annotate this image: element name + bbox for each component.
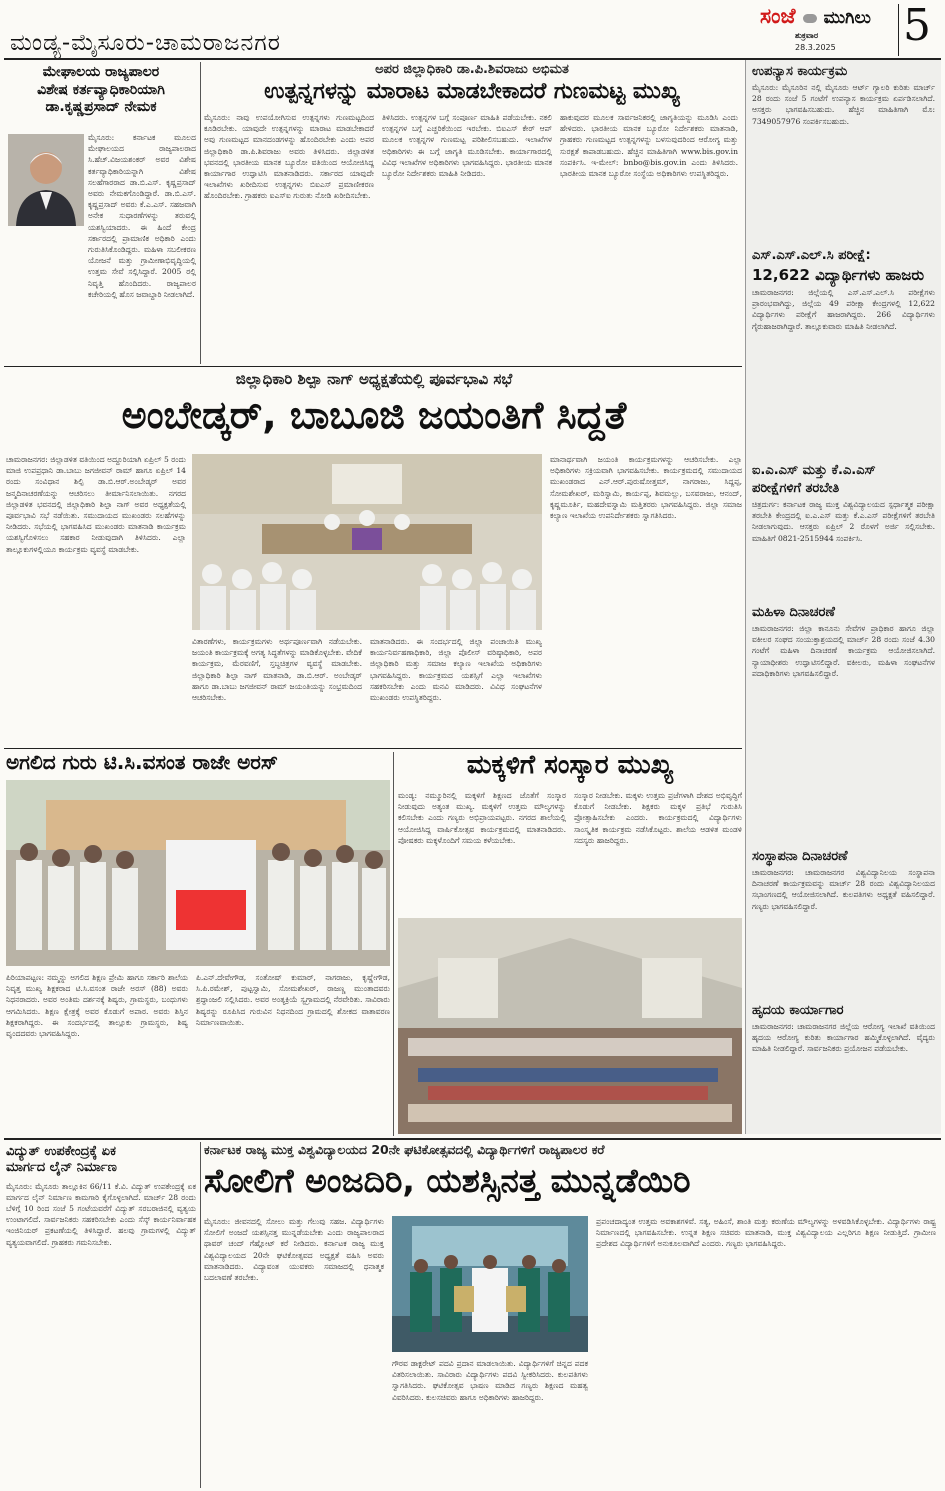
mahila-body: ಚಾಮರಾಜನಗರ: ಜಿಲ್ಲಾ ಕಾನೂನು ಸೇವೆಗಳ ಪ್ರಾಧಿಕಾರ ಹಾಗೂ ಜಿಲ್ಲಾ ವಕೀಲರ ಸಂಘದ ಸಂಯುಕ್ತಾಶ್ರಯದಲ್ಲಿ ಮಾರ್ಚ್ 28 ರಂದು ಸಂಜೆ 4.30 ಗಂಟೆಗೆ ಮಹಿಳಾ ದಿನಾಚರಣೆ ಕಾರ್ಯಕ್ರಮ ಆಯೋಜಿಸಲಾಗಿದೆ. ನ್ಯಾಯಾಧೀಶರು ಉದ್ಘಾಟಿಸಲಿದ್ದಾರೆ. ವಕೀಲರು, ಮಹಿಳಾ ಸಂಘಟನೆಗಳ ಪದಾಧಿಕಾರಿಗಳು ಭಾಗವಹಿಸಲಿದ್ದಾರೆ. bbox=[752, 624, 935, 678]
sslc-heading-1: ಎಸ್.ಎಸ್.ಎಲ್.ಸಿ ಪರೀಕ್ಷೆ: bbox=[752, 248, 871, 263]
samsthapana-body: ಚಾಮರಾಜನಗರ: ಚಾಮರಾಜನಗರ ವಿಶ್ವವಿದ್ಯಾನಿಲಯ ಸಂಸ್ಥಾಪನಾ ದಿನಾಚರಣೆ ಕಾರ್ಯಕ್ರಮವನ್ನು ಮಾರ್ಚ್ 28 ರಂದು ವಿಶ್ವವಿದ್ಯಾನಿಲಯದ ಸಭಾಂಗಣದಲ್ಲಿ ಆಯೋಜಿಸಲಾಗಿದೆ. ಕುಲಪತಿಗಳು ಅಧ್ಯಕ್ಷತೆ ವಹಿಸಲಿದ್ದಾರೆ. ಗಣ್ಯರು ಭಾಗವಹಿಸಲಿದ್ದಾರೆ. bbox=[752, 868, 935, 911]
convocation-col-1: ಮೈಸೂರು: ಜೀವನದಲ್ಲಿ ಸೋಲು ಮತ್ತು ಗೆಲುವು ಸಹಜ. ವಿದ್ಯಾರ್ಥಿಗಳು ಸೋಲಿಗೆ ಅಂಜದೆ ಯಶಸ್ಸಿನತ್ತ ಮುನ್ನಡೆಯಬೇಕು ಎಂದು ರಾಜ್ಯಪಾಲರಾದ ಥಾವರ್ ಚಂದ್ ಗೆಹ್ಲೋಟ್ ಕರೆ ನೀಡಿದರು. ಕರ್ನಾಟಕ ರಾಜ್ಯ ಮುಕ್ತ ವಿಶ್ವವಿದ್ಯಾಲಯದ 20ನೇ ಘಟಿಕೋತ್ಸವದ ಅಧ್ಯಕ್ಷತೆ ವಹಿಸಿ ಅವರು ಮಾತನಾಡಿದರು. ವಿದ್ಯಾವಂತ ಯುವಕರು ಸಮಾಜದಲ್ಲಿ ಧನಾತ್ಮಕ ಬದಲಾವಣೆ ತರಬೇಕು. bbox=[204, 1217, 384, 1283]
brand-logo bbox=[760, 4, 900, 30]
samskara-col-1: ಮಂಡ್ಯ: ನಮ್ಮೂರಿನಲ್ಲಿ ಮಕ್ಕಳಿಗೆ ಶಿಕ್ಷಣದ ಜೊತೆಗೆ ಸಂಸ್ಕಾರ ನೀಡುವುದು ಅತ್ಯಂತ ಮುಖ್ಯ. ಮಕ್ಕಳಿಗೆ ಉತ್ತಮ ಮೌಲ್ಯಗಳನ್ನು ಕಲಿಸಬೇಕು ಎಂದು ಗಣ್ಯರು ಅಭಿಪ್ರಾಯಪಟ್ಟರು. ನಗರದ ಶಾಲೆಯಲ್ಲಿ ಆಯೋಜಿಸಿದ್ದ ವಾರ್ಷಿಕೋತ್ಸವ ಕಾರ್ಯಕ್ರಮದಲ್ಲಿ ಮಾತನಾಡಿದರು. ಪೋಷಕರು ಮಕ್ಕಳೊಂದಿಗೆ ಸಮಯ ಕಳೆಯಬೇಕು. bbox=[398, 791, 566, 845]
convocation-col-4: ಪ್ರಪಂಚದಾದ್ಯಂತ ಉತ್ತಮ ಅವಕಾಶಗಳಿವೆ. ಸತ್ಯ, ಅಹಿಂಸೆ, ಶಾಂತಿ ಮತ್ತು ಕರುಣೆಯ ಮೌಲ್ಯಗಳನ್ನು ಅಳವಡಿಸಿಕೊಳ್ಳಬೇಕು. ವಿದ್ಯಾರ್ಥಿಗಳು ರಾಷ್ಟ್ರ ನಿರ್ಮಾಣದಲ್ಲಿ ಭಾಗವಹಿಸಬೇಕು. ಉನ್ನತ ಶಿಕ್ಷಣ ಸಚಿವರು ಮಾತನಾಡಿ, ಮುಕ್ತ ವಿಶ್ವವಿದ್ಯಾಲಯ ಎಲ್ಲರಿಗೂ ಶಿಕ್ಷಣ ನೀಡುತ್ತಿದೆ. ಗ್ರಾಮೀಣ ಪ್ರದೇಶದ ವಿದ್ಯಾರ್ಥಿಗಳಿಗೆ ಅನುಕೂಲವಾಗಿದೆ ಎಂದರು. ಗಣ್ಯರು ಭಾಗವಹಿಸಿದ್ದರು. bbox=[596, 1217, 936, 1249]
power-headline-2: ಮಾರ್ಗದ ಲೈನ್ ನಿರ್ಮಾಣ bbox=[6, 1160, 117, 1176]
ias-heading-1: ಐ.ಎ.ಎಸ್ ಮತ್ತು ಕೆ.ಎ.ಎಸ್ bbox=[752, 463, 876, 478]
ias-body: ಚಿತ್ರದುರ್ಗ: ಕರ್ನಾಟಕ ರಾಜ್ಯ ಮುಕ್ತ ವಿಶ್ವವಿದ್ಯಾಲಯದ ಸ್ಪರ್ಧಾತ್ಮಕ ಪರೀಕ್ಷಾ ತರಬೇತಿ ಕೇಂದ್ರದಲ್ಲಿ ಐ.ಎ.ಎಸ್ ಮತ್ತು ಕೆ.ಎ.ಎಸ್ ಪರೀಕ್ಷೆಗಳಿಗೆ ತರಬೇತಿ ನೀಡಲಾಗುವುದು. ಆಸಕ್ತರು ಏಪ್ರಿಲ್ 2 ರೊಳಗೆ ಅರ್ಜಿ ಸಲ್ಲಿಸಬೇಕು. ಮಾಹಿತಿಗೆ 0821-2515944 ಸಂಪರ್ಕಿಸಿ. bbox=[752, 500, 935, 543]
mahila-heading: ಮಹಿಳಾ ದಿನಾಚರಣೆ bbox=[752, 605, 835, 620]
sidebar-briefs bbox=[745, 60, 941, 1134]
convocation-col-3: ಗೌರವ ಡಾಕ್ಟರೇಟ್ ಪದವಿ ಪ್ರದಾನ ಮಾಡಲಾಯಿತು. ವಿದ್ಯಾರ್ಥಿಗಳಿಗೆ ಚಿನ್ನದ ಪದಕ ವಿತರಿಸಲಾಯಿತು. ಸಾವಿರಾರು ವಿದ್ಯಾರ್ಥಿಗಳು ಪದವಿ ಸ್ವೀಕರಿಸಿದರು. ಕುಲಪತಿಗಳು ಸ್ವಾಗತಿಸಿದರು. ಘಟಿಕೋತ್ಸವ ಭಾಷಣ ಮಾಡಿದ ಗಣ್ಯರು ಶಿಕ್ಷಣದ ಮಹತ್ವ ವಿವರಿಸಿದರು. ಕುಲಸಚಿವರು ಹಾಗೂ ಅಧಿಕಾರಿಗಳು ಹಾಜರಿದ್ದರು. bbox=[392, 1359, 588, 1402]
brand-name-left: ಸಂಜೆ bbox=[760, 4, 796, 28]
issue-day: ಶುಕ್ರವಾರ bbox=[795, 31, 819, 40]
issue-date: 28.3.2025 bbox=[795, 43, 836, 52]
sslc-body: ಚಾಮರಾಜನಗರ: ಜಿಲ್ಲೆಯಲ್ಲಿ ಎಸ್.ಎಸ್.ಎಲ್.ಸಿ ಪರೀಕ್ಷೆಗಳು ಪ್ರಾರಂಭವಾಗಿದ್ದು, ಜಿಲ್ಲೆಯ 49 ಪರೀಕ್ಷಾ ಕೇಂದ್ರಗಳಲ್ಲಿ 12,622 ವಿದ್ಯಾರ್ಥಿಗಳು ಪರೀಕ್ಷೆಗೆ ಹಾಜರಾಗಿದ್ದರು. 266 ವಿದ್ಯಾರ್ಥಿಗಳು ಗೈರುಹಾಜರಾಗಿದ್ದಾರೆ. ತಾಲ್ಲೂಕುವಾರು ಮಾಹಿತಿ ನೀಡಲಾಗಿದೆ. bbox=[752, 288, 935, 331]
quality-col-1: ಮೈಸೂರು: ನಾವು ಉಪಯೋಗಿಸುವ ಉತ್ಪನ್ನಗಳು ಗುಣಮಟ್ಟದಿಂದ ಕೂಡಿರಬೇಕು. ಯಾವುದೇ ಉತ್ಪನ್ನಗಳನ್ನು ಮಾರಾಟ ಮಾಡಬೇಕಾದರೆ ಅವು ಗುಣಮಟ್ಟದ ಮಾನದಂಡಗಳನ್ನು ಹೊಂದಿರಬೇಕು ಎಂದು ಅಪರ ಜಿಲ್ಲಾಧಿಕಾರಿ ಡಾ.ಪಿ.ಶಿವರಾಜು ಅವರು ತಿಳಿಸಿದರು. ಜಿಲ್ಲಾಡಳಿತ ಭವನದಲ್ಲಿ ಭಾರತೀಯ ಮಾನಕ ಬ್ಯೂರೋ ವತಿಯಿಂದ ಆಯೋಜಿಸಿದ್ದ ಕಾರ್ಯಾಗಾರ ಉದ್ಘಾಟಿಸಿ ಮಾತನಾಡಿದರು. ಸರ್ಕಾರದ ಯಾವುದೇ ಇಲಾಖೆಗಳು ಖರೀದಿಸುವ ಉತ್ಪನ್ನಗಳು ಬಿಐಎಸ್ ಪ್ರಮಾಣೀಕರಣ ಹೊಂದಿರಬೇಕು. ಗ್ರಾಹಕರು ಐಎಸ್ಐ ಗುರುತು ನೋಡಿ ಖರೀದಿಸಬೇಕು. bbox=[204, 113, 374, 201]
samskara-group-photo bbox=[398, 918, 742, 1134]
ambedkar-meeting-photo bbox=[192, 454, 542, 630]
upanyasa-heading: ಉಪನ್ಯಾಸ ಕಾರ್ಯಕ್ರಮ bbox=[752, 64, 848, 79]
story-convocation bbox=[204, 1142, 940, 1488]
story-quality bbox=[204, 62, 740, 364]
ambedkar-col-4: ಮಾನಾರ್ಥವಾಗಿ ಜಯಂತಿ ಕಾರ್ಯಕ್ರಮಗಳನ್ನು ಆಚರಿಸಬೇಕು. ಎಲ್ಲಾ ಅಧಿಕಾರಿಗಳು ಸಕ್ರಿಯವಾಗಿ ಭಾಗವಹಿಸಬೇಕು. ಕಾರ್ಯಕ್ರಮದಲ್ಲಿ ಸಮುದಾಯದ ಮುಖಂಡರಾದ ಎನ್.ಆರ್.ಪುರುಷೋತ್ತಮ್, ನಾಗರಾಜು, ಸಿದ್ದಪ್ಪ, ಸೋಮಶೇಖರ್, ಮರಿಸ್ವಾಮಿ, ಕಾರ್ಯಪ್ಪ, ಶಿವಮಲ್ಲು, ಬಸವರಾಜು, ಆನಂದ್, ಕೃಷ್ಣಮೂರ್ತಿ, ಮಹದೇವಸ್ವಾಮಿ ಮತ್ತಿತರರು ಭಾಗವಹಿಸಿದ್ದರು. ಜಿಲ್ಲಾ ಸಮಾಜ ಕಲ್ಯಾಣ ಇಲಾಖೆಯ ಉಪನಿರ್ದೇಶಕರು ಸ್ವಾಗತಿಸಿದರು. bbox=[550, 455, 742, 521]
samsthapana-heading: ಸಂಸ್ಥಾಪನಾ ದಿನಾಚರಣೆ bbox=[752, 849, 848, 864]
samskara-headline: ಮಕ್ಕಳಿಗೆ ಸಂಸ್ಕಾರ ಮುಖ್ಯ bbox=[466, 750, 674, 780]
ambedkar-col-2: ವಿತಾರಣೆಗಳು, ಕಾರ್ಯಕ್ರಮಗಳು ಅರ್ಥಪೂರ್ಣವಾಗಿ ನಡೆಯಬೇಕು. ಜಯಂತಿ ಕಾರ್ಯಕ್ರಮಕ್ಕೆ ಅಗತ್ಯ ಸಿದ್ಧತೆಗಳನ್ನು ಮಾಡಿಕೊಳ್ಳಬೇಕು. ವೇದಿಕೆ ಕಾರ್ಯಕ್ರಮ, ಮೆರವಣಿಗೆ, ಸ್ತಬ್ಧಚಿತ್ರಗಳ ವ್ಯವಸ್ಥೆ ಮಾಡಬೇಕು. ಜಿಲ್ಲಾಧಿಕಾರಿ ಶಿಲ್ಪಾ ನಾಗ್ ಮಾತನಾಡಿ, ಡಾ.ಬಿ.ಆರ್. ಅಂಬೇಡ್ಕರ್ ಹಾಗೂ ಡಾ.ಬಾಬು ಜಗಜೀವನ್ ರಾಮ್ ಜಯಂತಿಯನ್ನು ಸಂಭ್ರಮದಿಂದ ಆಚರಿಸಬೇಕು. bbox=[192, 637, 362, 703]
page-number: 5 bbox=[903, 0, 931, 51]
quality-col-3: ಹಾಕುವುದರ ಮೂಲಕ ಸಾರ್ವಜನಿಕರಲ್ಲಿ ಜಾಗೃತಿಯನ್ನು ಮೂಡಿಸಿ ಎಂದು ಹೇಳಿದರು. ಭಾರತೀಯ ಮಾನಕ ಬ್ಯೂರೋ ನಿರ್ದೇಶಕರು ಮಾತನಾಡಿ, ಗ್ರಾಹಕರು ಗುಣಮಟ್ಟದ ಉತ್ಪನ್ನಗಳನ್ನು ಬಳಸುವುದರಿಂದ ಆರೋಗ್ಯ ಮತ್ತು ಸುರಕ್ಷತೆ ಕಾಪಾಡಬಹುದು. ಹೆಚ್ಚಿನ ಮಾಹಿತಿಗಾಗಿ www.bis.gov.in ಸಂಪರ್ಕಿಸಿ. ಇ-ಮೇಲ್: bnbo@bis.gov.in ಎಂದು ತಿಳಿಸಿದರು. ಭಾರತೀಯ ಮಾನಕ ಬ್ಯೂರೋ ಸಂಸ್ಥೆಯ ಅಧಿಕಾರಿಗಳು ಉಪಸ್ಥಿತರಿದ್ದರು. bbox=[560, 113, 738, 179]
power-headline-1: ವಿದ್ಯುತ್ ಉಪಕೇಂದ್ರಕ್ಕೆ ಏಕ bbox=[6, 1144, 116, 1159]
section-title: ಮಂಡ್ಯ-ಮೈಸೂರು-ಚಾಮರಾಜನಗರ bbox=[10, 30, 281, 56]
meghalaya-headline-1: ಮೇಘಾಲಯ ರಾಜ್ಯಪಾಲರ bbox=[42, 64, 160, 80]
brand-name-right: ಮುಗಿಲು bbox=[823, 8, 871, 28]
ambedkar-col-1: ಚಾಮರಾಜನಗರ: ಜಿಲ್ಲಾಡಳಿತ ವತಿಯಿಂದ ಅದ್ದೂರಿಯಾಗಿ ಏಪ್ರಿಲ್ 5 ರಂದು ಮಾಜಿ ಉಪಪ್ರಧಾನಿ ಡಾ.ಬಾಬು ಜಗಜೀವನ್ ರಾಮ್ ಹಾಗೂ ಏಪ್ರಿಲ್ 14 ರಂದು ಸಂವಿಧಾನ ಶಿಲ್ಪಿ ಡಾ.ಬಿ.ಆರ್.ಅಂಬೇಡ್ಕರ್ ಅವರ ಜನ್ಮದಿನಾಚರಣೆಯನ್ನು ಆಚರಿಸಲು ತೀರ್ಮಾನಿಸಲಾಯಿತು. ನಗರದ ಜಿಲ್ಲಾಡಳಿತ ಭವನದಲ್ಲಿ ಜಿಲ್ಲಾಧಿಕಾರಿ ಶಿಲ್ಪಾ ನಾಗ್ ಅವರ ಅಧ್ಯಕ್ಷತೆಯಲ್ಲಿ ಪೂರ್ವಭಾವಿ ಸಭೆ ನಡೆಯಿತು. ಸಮುದಾಯದ ಮುಖಂಡರು ಸಲಹೆಗಳನ್ನು ನೀಡಿದರು. ಸಭೆಯಲ್ಲಿ ಭಾಗವಹಿಸಿದ ಮುಖಂಡರು ಮಾತನಾಡಿ ಕಾರ್ಯಕ್ರಮ ಯಶಸ್ವಿಗೊಳಿಸಲು ಸಹಕಾರ ನೀಡುವುದಾಗಿ ತಿಳಿಸಿದರು. ಎಲ್ಲಾ ತಾಲ್ಲೂಕುಗಳಲ್ಲಿಯೂ ಕಾರ್ಯಕ್ರಮ ವ್ಯವಸ್ಥೆ ಮಾಡಬೇಕು. bbox=[6, 455, 186, 554]
guru-headline: ಅಗಲಿದ ಗುರು ಟಿ.ಸಿ.ವಸಂತ ರಾಜೇ ಅರಸ್ bbox=[6, 750, 278, 774]
ias-heading-2: ಪರೀಕ್ಷೆಗಳಿಗೆ ತರಬೇತಿ bbox=[752, 481, 840, 496]
guru-col-1: ಪಿರಿಯಾಪಟ್ಟಣ: ನಮ್ಮನ್ನು ಅಗಲಿದ ಶಿಕ್ಷಣ ಪ್ರೇಮಿ ಹಾಗೂ ಸರ್ಕಾರಿ ಶಾಲೆಯ ನಿವೃತ್ತ ಮುಖ್ಯ ಶಿಕ್ಷಕರಾದ ಟಿ.ಸಿ.ವಸಂತ ರಾಜೇ ಅರಸ್ (88) ಅವರು ನಿಧನರಾದರು. ಅವರ ಅಂತಿಮ ದರ್ಶನಕ್ಕೆ ಶಿಷ್ಯರು, ಗ್ರಾಮಸ್ಥರು, ಬಂಧುಗಳು ಆಗಮಿಸಿದರು. ಶಿಕ್ಷಣ ಕ್ಷೇತ್ರಕ್ಕೆ ಅವರ ಕೊಡುಗೆ ಅಪಾರ. ಅವರು ಶಿಸ್ತಿನ ಶಿಕ್ಷಕರಾಗಿದ್ದರು. ಈ ಸಂದರ್ಭದಲ್ಲಿ ತಾಲ್ಲೂಕು ಗ್ರಾಮಸ್ಥರು, ಶಿಷ್ಯ ವೃಂದದವರು ಭಾಗವಹಿಸಿದ್ದರು. bbox=[6, 973, 188, 1039]
story-samskara bbox=[398, 752, 742, 1136]
samskara-col-2: ಸಂಸ್ಕಾರ ನೀಡಬೇಕು. ಮಕ್ಕಳು ಉತ್ತಮ ಪ್ರಜೆಗಳಾಗಿ ದೇಶದ ಅಭಿವೃದ್ಧಿಗೆ ಕೊಡುಗೆ ನೀಡಬೇಕು. ಶಿಕ್ಷಕರು ಮಕ್ಕಳ ಪ್ರತಿಭೆ ಗುರುತಿಸಿ ಪ್ರೋತ್ಸಾಹಿಸಬೇಕು ಎಂದರು. ಕಾರ್ಯಕ್ರಮದಲ್ಲಿ ವಿದ್ಯಾರ್ಥಿಗಳು ಸಾಂಸ್ಕೃತಿಕ ಕಾರ್ಯಕ್ರಮ ನಡೆಸಿಕೊಟ್ಟರು. ಶಾಲೆಯ ಆಡಳಿತ ಮಂಡಳಿ ಸದಸ್ಯರು ಹಾಜರಿದ್ದರು. bbox=[574, 791, 742, 845]
meghalaya-headline-2: ವಿಶೇಷ ಕರ್ತವ್ಯಾಧಿಕಾರಿಯಾಗಿ bbox=[37, 81, 165, 98]
convocation-headline: ಸೋಲಿಗೆ ಅಂಜದಿರಿ, ಯಶಸ್ಸಿನತ್ತ ಮುನ್ನಡೆಯಿರಿ bbox=[204, 1161, 691, 1200]
hrudaya-heading: ಹೃದಯ ಕಾರ್ಯಾಗಾರ bbox=[752, 1003, 844, 1018]
story-guru bbox=[6, 752, 390, 1136]
sslc-heading-2: 12,622 ವಿದ್ಯಾರ್ಥಿಗಳು ಹಾಜರು bbox=[752, 266, 925, 284]
convocation-stage-photo bbox=[392, 1216, 588, 1352]
meghalaya-body: ಮೈಸೂರು: ಕರ್ನಾಟಕ ಮೂಲದ ಮೇಘಾಲಯದ ರಾಜ್ಯಪಾಲರಾದ ಸಿ.ಹೆಚ್.ವಿಜಯಶಂಕರ್ ಅವರ ವಿಶೇಷ ಕರ್ತವ್ಯಾಧಿಕಾರಿಯನ್ನಾಗಿ ವಿಶೇಷ ಸಲಹೆಗಾರರಾದ ಡಾ.ಬಿ.ಎಸ್. ಕೃಷ್ಣಪ್ರಸಾದ್ ಅವರು ನೇಮಕಗೊಂಡಿದ್ದಾರೆ. ಡಾ.ಬಿ.ಎಸ್. ಕೃಷ್ಣಪ್ರಸಾದ್ ಅವರು ಕೆ.ಎ.ಎಸ್. ಸಹಜವಾಗಿ ಅನೇಕ ಸುಧಾರಣೆಗಳನ್ನು ತರುವಲ್ಲಿ ಯಶಸ್ವಿಯಾದರು. ಈ ಹಿಂದೆ ಕೇಂದ್ರ ಸರ್ಕಾರದಲ್ಲಿ ಪ್ರಾಮಾಣಿಕ ಅಧಿಕಾರಿ ಎಂದು ಗುರುತಿಸಿಕೊಂಡಿದ್ದರು. ಮಹಿಳಾ ಸಬಲೀಕರಣ ಯೋಜನೆ ಮತ್ತು ಗ್ರಾಮೀಣಾಭಿವೃದ್ಧಿಯಲ್ಲಿ ಉತ್ತಮ ಸೇವೆ ಸಲ್ಲಿಸಿದ್ದಾರೆ. 2005 ರಲ್ಲಿ ನಿವೃತ್ತಿ ಹೊಂದಿದರು. ರಾಜ್ಯಪಾಲರ ಕಚೇರಿಯಲ್ಲಿ ಹೊಸ ಜವಾಬ್ದಾರಿ ನೀಡಲಾಗಿದೆ. bbox=[88, 133, 196, 299]
story-power bbox=[6, 1144, 196, 1488]
quality-col-2: ತಿಳಿಸಿದರು. ಉತ್ಪನ್ನಗಳ ಬಗ್ಗೆ ಸಂಪೂರ್ಣ ಮಾಹಿತಿ ಪಡೆಯಬೇಕು. ನಕಲಿ ಉತ್ಪನ್ನಗಳ ಬಗ್ಗೆ ಎಚ್ಚರಿಕೆಯಿಂದ ಇರಬೇಕು. ಬಿಐಎಸ್ ಕೇರ್ ಆಪ್ ಮೂಲಕ ಉತ್ಪನ್ನಗಳ ಗುಣಮಟ್ಟ ಪರಿಶೀಲಿಸಬಹುದು. ಇಲಾಖೆಗಳ ಅಧಿಕಾರಿಗಳು ಈ ಬಗ್ಗೆ ಜಾಗೃತಿ ಮೂಡಿಸಬೇಕು. ಕಾರ್ಯಾಗಾರದಲ್ಲಿ ವಿವಿಧ ಇಲಾಖೆಗಳ ಅಧಿಕಾರಿಗಳು ಭಾಗವಹಿಸಿದ್ದರು. ಭಾರತೀಯ ಮಾನಕ ಬ್ಯೂರೋ ನಿರ್ದೇಶಕರು ಮಾಹಿತಿ ನೀಡಿದರು. bbox=[382, 113, 552, 179]
masthead bbox=[0, 0, 945, 58]
ambedkar-kicker: ಜಿಲ್ಲಾಧಿಕಾರಿ ಶಿಲ್ಪಾ ನಾಗ್ ಅಧ್ಯಕ್ಷತೆಯಲ್ಲಿ ಪೂರ್ವಭಾವಿ ಸಭೆ bbox=[235, 370, 513, 388]
ambedkar-col-3: ಮಾತನಾಡಿದರು. ಈ ಸಂದರ್ಭದಲ್ಲಿ ಜಿಲ್ಲಾ ಪಂಚಾಯಿತಿ ಮುಖ್ಯ ಕಾರ್ಯನಿರ್ವಹಣಾಧಿಕಾರಿ, ಜಿಲ್ಲಾ ಪೊಲೀಸ್ ವರಿಷ್ಠಾಧಿಕಾರಿ, ಅಪರ ಜಿಲ್ಲಾಧಿಕಾರಿ ಮತ್ತು ಸಮಾಜ ಕಲ್ಯಾಣ ಇಲಾಖೆಯ ಅಧಿಕಾರಿಗಳು ಭಾಗವಹಿಸಿದ್ದರು. ಕಾರ್ಯಕ್ರಮದ ಯಶಸ್ಸಿಗೆ ಎಲ್ಲಾ ಇಲಾಖೆಗಳು ಸಹಕರಿಸಬೇಕು ಎಂದು ಮನವಿ ಮಾಡಿದರು. ವಿವಿಧ ಸಂಘಟನೆಗಳ ಮುಖಂಡರು ಉಪಸ್ಥಿತರಿದ್ದರು. bbox=[370, 637, 542, 703]
upanyasa-body: ಮೈಸೂರು: ಮೈಸೂರಿನ ನಲ್ಲಿ ಮೈಸೂರು ಆರ್ಟ್ ಗ್ಯಾಲರಿ ಕುರಿತು ಮಾರ್ಚ್ 28 ರಂದು ಸಂಜೆ 5 ಗಂಟೆಗೆ ಉಪನ್ಯಾಸ ಕಾರ್ಯಕ್ರಮ ಏರ್ಪಡಿಸಲಾಗಿದೆ. ಆಸಕ್ತರು ಭಾಗವಹಿಸಬಹುದು. ಹೆಚ್ಚಿನ ಮಾಹಿತಿಗಾಗಿ ಮೊ: 7349057976 ಸಂಪರ್ಕಿಸಬಹುದು. bbox=[752, 83, 935, 126]
cloud-icon bbox=[803, 14, 817, 23]
story-meghalaya bbox=[6, 64, 196, 364]
power-body: ಮೈಸೂರು: ಮೈಸೂರು ತಾಲ್ಲೂಕಿನ 66/11 ಕೆ.ವಿ. ವಿದ್ಯುತ್ ಉಪಕೇಂದ್ರಕ್ಕೆ ಏಕ ಮಾರ್ಗದ ಲೈನ್ ನಿರ್ಮಾಣ ಕಾಮಗಾರಿ ಕೈಗೊಳ್ಳಲಾಗಿದೆ. ಮಾರ್ಚ್ 28 ರಂದು ಬೆಳಿಗ್ಗೆ 10 ರಿಂದ ಸಂಜೆ 5 ಗಂಟೆಯವರೆಗೆ ವಿದ್ಯುತ್ ಸರಬರಾಜಿನಲ್ಲಿ ವ್ಯತ್ಯಯ ಉಂಟಾಗಲಿದೆ. ಸಾರ್ವಜನಿಕರು ಸಹಕರಿಸಬೇಕು ಎಂದು ಸೆಸ್ಕ್ ಕಾರ್ಯನಿರ್ವಾಹಕ ಇಂಜಿನಿಯರ್ ಪ್ರಕಟಣೆಯಲ್ಲಿ ತಿಳಿಸಿದ್ದಾರೆ. ಹಲವು ಗ್ರಾಮಗಳಲ್ಲಿ ವಿದ್ಯುತ್ ವ್ಯತ್ಯಯವಾಗಲಿದೆ. ಗ್ರಾಹಕರು ಗಮನಿಸಬೇಕು. bbox=[6, 1181, 196, 1247]
quality-headline: ಉತ್ಪನ್ನಗಳನ್ನು ಮಾರಾಟ ಮಾಡಬೇಕಾದರೆ ಗುಣಮಟ್ಟ ಮುಖ್ಯ bbox=[264, 79, 680, 104]
guru-col-2: ಪಿ.ಎನ್.ದೇವೇಗೌಡ, ಸಂತೋಷ್ ಕುಮಾರ್, ನಾಗರಾಜು, ಕೃಷ್ಣೇಗೌಡ, ಸಿ.ಪಿ.ರಮೇಶ್, ಪುಟ್ಟಸ್ವಾಮಿ, ಸೋಮಶೇಖರ್, ರಾಜಣ್ಣ ಮುಂತಾದವರು ಶ್ರದ್ಧಾಂಜಲಿ ಸಲ್ಲಿಸಿದರು. ಅವರ ಅಂತ್ಯಕ್ರಿಯೆ ಸ್ವಗ್ರಾಮದಲ್ಲಿ ನೆರವೇರಿತು. ಸಾವಿರಾರು ಶಿಷ್ಯರನ್ನು ರೂಪಿಸಿದ ಗುರುವಿನ ನಿಧನದಿಂದ ಗ್ರಾಮದಲ್ಲಿ ಶೋಕದ ವಾತಾವರಣ ನಿರ್ಮಾಣವಾಯಿತು. bbox=[196, 973, 390, 1027]
ambedkar-headline: ಅಂಬೇಡ್ಕರ್, ಬಾಬೂಜಿ ಜಯಂತಿಗೆ ಸಿದ್ದತೆ bbox=[121, 393, 627, 437]
meghalaya-headline-3: ಡಾ.ಕೃಷ್ಣಪ್ರಸಾದ್ ನೇಮಕ bbox=[45, 99, 157, 115]
story-ambedkar bbox=[6, 370, 742, 744]
hrudaya-body: ಚಾಮರಾಜನಗರ: ಚಾಮರಾಜನಗರ ಜಿಲ್ಲೆಯ ಆರೋಗ್ಯ ಇಲಾಖೆ ವತಿಯಿಂದ ಹೃದಯ ಆರೋಗ್ಯ ಕುರಿತು ಕಾರ್ಯಾಗಾರ ಹಮ್ಮಿಕೊಳ್ಳಲಾಗಿದೆ. ವೈದ್ಯರು ಮಾಹಿತಿ ನೀಡಲಿದ್ದಾರೆ. ಸಾರ್ವಜನಿಕರು ಪ್ರಯೋಜನ ಪಡೆಯಬೇಕು. bbox=[752, 1022, 935, 1054]
quality-kicker: ಅಪರ ಜಿಲ್ಲಾಧಿಕಾರಿ ಡಾ.ಪಿ.ಶಿವರಾಜು ಅಭಿಮತ bbox=[375, 62, 569, 77]
guru-funeral-photo bbox=[6, 780, 390, 966]
convocation-kicker: ಕರ್ನಾಟಕ ರಾಜ್ಯ ಮುಕ್ತ ವಿಶ್ವವಿದ್ಯಾಲಯದ 20ನೇ ಘಟಿಕೋತ್ಸವದಲ್ಲಿ ವಿದ್ಯಾರ್ಥಿಗಳಿಗೆ ರಾಜ್ಯಪಾಲರ ಕರೆ bbox=[204, 1142, 605, 1157]
